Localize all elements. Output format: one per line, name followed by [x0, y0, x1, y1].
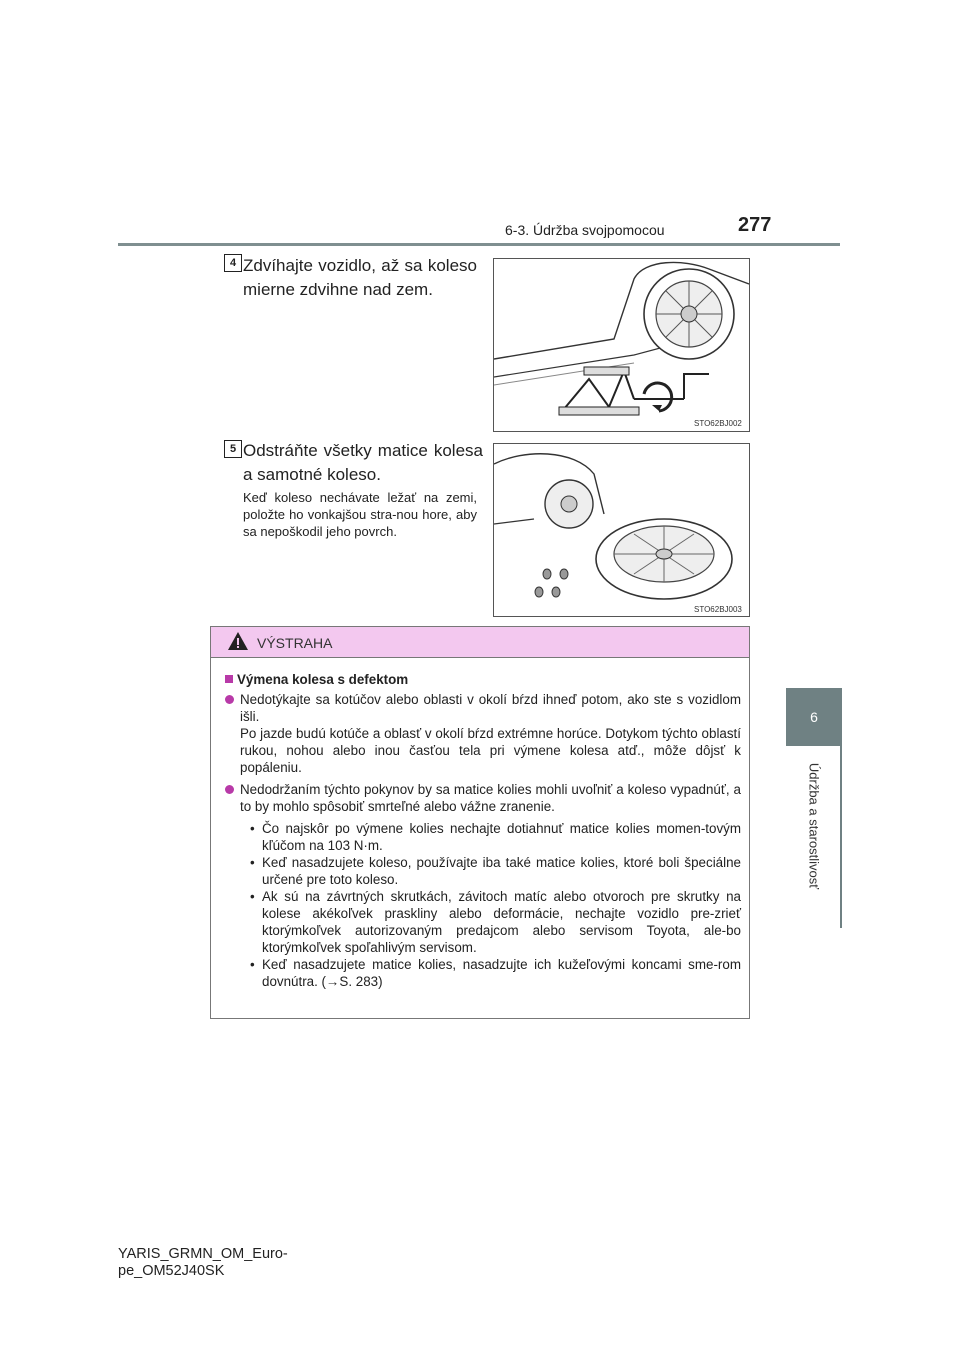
- figure-code: STO62BJ002: [694, 419, 742, 428]
- warning-triangle-icon: [227, 631, 249, 651]
- chapter-tab-label: [786, 746, 842, 906]
- list-item: • Keď nasadzujete matice kolies, nasadzujte ich kužeľovými koncami sme-rom dovnútra. (→S. 283): [250, 957, 741, 989]
- chapter-tab-number: [786, 688, 842, 746]
- chapter-number: 6: [810, 709, 818, 725]
- step-number-5: 5: [224, 440, 242, 458]
- warning-body: [225, 671, 741, 995]
- header-divider: [118, 243, 840, 246]
- document-footer: [118, 1246, 288, 1280]
- section-title: 6-3. Údržba svojpomocou: [505, 222, 665, 238]
- warning-bullet-1-line-1: Nedotýkajte sa kotúčov alebo oblasti v okolí bŕzd ihneď potom, ako ste s vozidlom išli.: [240, 692, 741, 724]
- figure-code: STO62BJ003: [694, 605, 742, 614]
- warning-sub-list: [250, 820, 741, 990]
- footer-line-2: pe_OM52J40SK: [118, 1263, 225, 1279]
- square-bullet-icon: [225, 675, 233, 683]
- list-item: • Keď nasadzujete koleso, používajte iba také matice kolies, ktoré boli špeciálne určené pre toto koleso.: [250, 855, 741, 887]
- warning-box: [210, 626, 750, 1019]
- page-number: 277: [738, 214, 772, 236]
- step-4-title: Zdvíhajte vozidlo, až sa koleso mierne zdvihne nad zem.: [243, 256, 477, 299]
- figure-wheel-removed: [493, 443, 750, 617]
- step-5-title: Odstráňte všetky matice kolesa a samotné koleso.: [243, 441, 483, 484]
- chapter-label: Údržba a starostlivosť: [806, 762, 822, 890]
- warning-bullet-1-line-2: Po jazde budú kotúče a oblasť v okolí bŕzd extrémne horúce. Dotykom týchto oblastí rukou, nohou alebo inou časťou tela pri výmene kolesa atď., môže dôjsť k popáleniu.: [240, 726, 741, 775]
- step-5-note: Keď koleso nechávate ležať na zemi, položte ho vonkajšou stra-nou hore, aby sa nepoškodil jeho povrch.: [243, 490, 477, 539]
- warning-bullet-1: [225, 691, 741, 776]
- warning-bullet-2-line-1: Nedodržaním týchto pokynov by sa matice kolies mohli uvoľniť a koleso vypadnúť, a to by mohlo spôsobiť smrteľné alebo vážne zranenie.: [240, 782, 741, 814]
- chapter-tab-edge: [840, 688, 842, 928]
- footer-line-1: YARIS_GRMN_OM_Euro-: [118, 1246, 288, 1262]
- warning-subheading: Výmena kolesa s defektom: [225, 671, 741, 688]
- warning-bullet-2: [225, 781, 741, 990]
- warning-header: [211, 627, 749, 658]
- list-item: • Čo najskôr po výmene kolies nechajte dotiahnuť matice kolies momen-tovým kľúčom na 103 N·m.: [250, 821, 741, 853]
- list-item: • Ak sú na závrtných skrutkách, závitoch matíc alebo otvoroch pre skrutky na kolese akékoľvek praskliny alebo deformácie, nechajte vozidlo pre-zrieť ktorýmkoľvek autorizovaným predajcom alebo servisom Toyota, ale-bo ktorýmkoľvek spoľahlivým servisom.: [250, 889, 741, 955]
- wheel-removed-illustration: [494, 444, 749, 616]
- bullet-dot-icon: [225, 695, 234, 704]
- figure-jack-lifting: [493, 258, 750, 432]
- bullet-dot-icon: [225, 785, 234, 794]
- step-number-4: 4: [224, 254, 242, 272]
- jack-lifting-illustration: [494, 259, 749, 431]
- warning-title: VÝSTRAHA: [257, 635, 333, 651]
